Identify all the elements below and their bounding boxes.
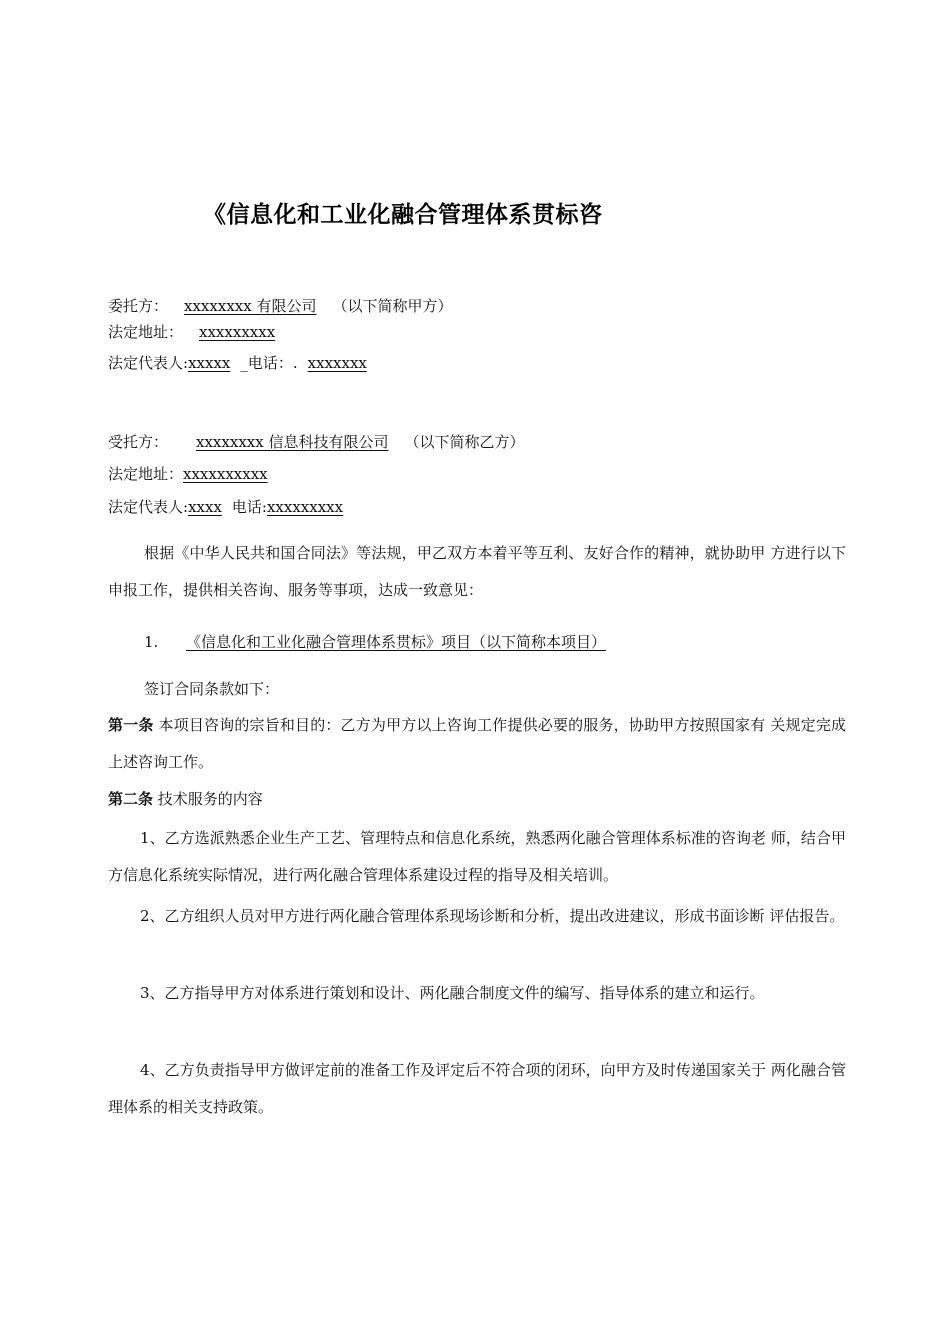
project-item-number: 1. <box>144 633 159 651</box>
project-item <box>144 632 606 652</box>
party-b-label: 受托方： <box>108 433 169 451</box>
article-2-text: 技术服务的内容 <box>157 790 263 808</box>
party-a-address-label: 法定地址： <box>108 323 184 341</box>
party-a-name: xxxxxxxx 有限公司 <box>184 297 317 315</box>
party-a-line <box>108 296 452 316</box>
party-b-name: xxxxxxxx 信息科技有限公司 <box>196 433 389 451</box>
intro-paragraph: 根据《中华人民共和国合同法》等法规，甲乙双方本着平等互利、友好合作的精神，就协助甲 方进行以下申报工作，提供相关咨询、服务等事项，达成一致意见： <box>108 544 846 599</box>
article-1-text: 本项目咨询的宗旨和目的：乙方为甲方以上咨询工作提供必要的服务，协助甲方按照国家有 关规定完成上述咨询工作。 <box>108 716 846 771</box>
article-2 <box>108 781 846 818</box>
party-b-address-line <box>108 464 268 484</box>
article-2-label: 第二条 <box>108 790 154 808</box>
party-b-address-label: 法定地址： <box>108 465 184 483</box>
party-b-rep-line <box>108 497 343 517</box>
party-a-address-line <box>108 322 275 342</box>
service-item-2: 2、乙方组织人员对甲方进行两化融合管理体系现场诊断和分析，提出改进建议，形成书面诊断 评估报告。 <box>140 907 845 925</box>
party-a-rep: xxxxx <box>188 354 231 372</box>
party-b-phone-label: 电话: <box>231 498 267 516</box>
party-a-note: （以下简称甲方） <box>332 297 453 315</box>
party-a-rep-line <box>108 353 367 373</box>
party-b-note: （以下简称乙方） <box>404 433 525 451</box>
service-item-1: 1、乙方选派熟悉企业生产工艺、管理特点和信息化系统，熟悉两化融合管理体系标准的咨询老 师，结合甲方信息化系统实际情况，进行两化融合管理体系建设过程的指导及相关培训。 <box>108 829 846 884</box>
party-a-rep-label: 法定代表人: <box>108 354 189 372</box>
party-b-address: xxxxxxxxxx <box>183 465 268 483</box>
party-b-phone: xxxxxxxxx <box>266 498 344 516</box>
party-a-address: xxxxxxxxx <box>199 323 276 341</box>
party-b-rep: xxxx <box>188 498 222 516</box>
clauses-intro: 签订合同条款如下： <box>144 680 280 698</box>
party-a-phone-label: _电话：. <box>240 354 298 372</box>
service-item-4: 4、乙方负责指导甲方做评定前的准备工作及评定后不符合项的闭环，向甲方及时传递国家关于 两化融合管理体系的相关支持政策。 <box>108 1061 846 1116</box>
article-1-label: 第一条 <box>108 716 154 734</box>
party-a-label: 委托方： <box>108 297 169 315</box>
project-item-text: 《信息化和工业化融合管理体系贯标》项目（以下简称本项目） <box>186 633 607 651</box>
party-b-line <box>108 432 524 452</box>
party-b-rep-label: 法定代表人: <box>108 498 189 516</box>
document-title: 《信息化和工业化融合管理体系贯标咨 <box>203 202 603 228</box>
service-item-3: 3、乙方指导甲方对体系进行策划和设计、两化融合制度文件的编写、指导体系的建立和运行。 <box>140 984 765 1002</box>
party-a-phone: xxxxxxx <box>307 354 367 372</box>
article-1 <box>108 707 846 781</box>
